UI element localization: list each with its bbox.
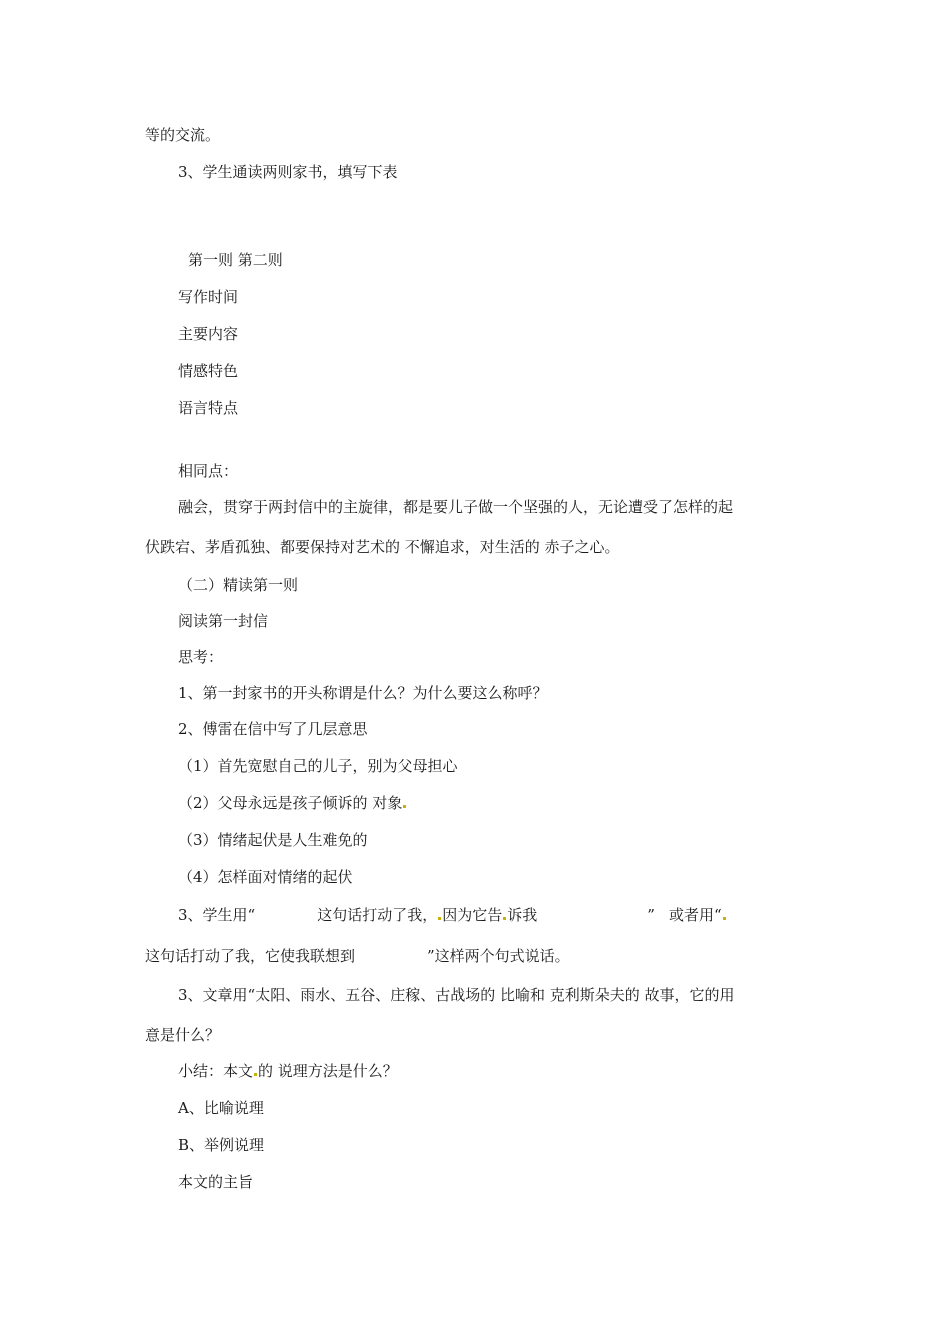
list-item: （3）情绪起伏是人生难免的 bbox=[178, 831, 368, 849]
text-line: 相同点： bbox=[178, 462, 239, 480]
edit-mark-icon bbox=[723, 917, 726, 920]
list-item bbox=[178, 793, 407, 813]
edit-mark-icon bbox=[254, 1073, 257, 1076]
text-line: 伏跌宕、茅盾孤独、都要保持对艺术的 不懈追求，对生活的 赤子之心。 bbox=[145, 538, 620, 556]
section-heading: （二）精读第一则 bbox=[178, 576, 299, 594]
list-item: （4）怎样面对情绪的起伏 bbox=[178, 868, 353, 886]
question-item: 2、傅雷在信中写了几层意思 bbox=[178, 720, 368, 738]
list-item-text: （2）父母永远是孩子倾诉的 对象 bbox=[178, 794, 403, 812]
text-line: 本文的主旨 bbox=[178, 1173, 254, 1191]
question-text: 这句话打动了我， bbox=[317, 906, 438, 924]
list-item: B、举例说理 bbox=[178, 1136, 265, 1154]
question-item: 3、文章用“太阳、雨水、五谷、庄稼、古战场的 比喻和 克利斯朵夫的 故事，它的用 bbox=[178, 986, 735, 1004]
question-text: ”这样两个句式说话。 bbox=[427, 947, 570, 965]
text-line: 阅读第一封信 bbox=[178, 612, 269, 630]
edit-mark-icon bbox=[438, 917, 441, 920]
question-text: ” bbox=[647, 906, 655, 924]
question-text: 诉我 bbox=[507, 906, 538, 924]
text-line bbox=[145, 946, 570, 966]
edit-mark-icon bbox=[503, 917, 506, 920]
text-line bbox=[178, 1061, 398, 1081]
question-item: 1、第一封家书的开头称谓是什么？为什么要这么称呼？ bbox=[178, 684, 548, 702]
edit-mark-icon bbox=[403, 805, 406, 808]
question-text: 因为它告 bbox=[442, 906, 503, 924]
summary-text: 的 说理方法是什么？ bbox=[258, 1062, 398, 1080]
text-line: 思考： bbox=[178, 648, 224, 666]
text-line: 融会，贯穿于两封信中的主旋律，都是要儿子做一个坚强的人，无论遭受了怎样的起 bbox=[178, 498, 734, 516]
question-text: 3、学生用“ bbox=[178, 906, 256, 924]
table-row-label: 情感特色 bbox=[178, 362, 239, 380]
table-header: 第一则 第二则 bbox=[188, 251, 283, 269]
list-item: A、比喻说理 bbox=[178, 1099, 264, 1117]
table-row-label: 写作时间 bbox=[178, 288, 239, 306]
list-item: （1）首先宽慰自己的儿子，别为父母担心 bbox=[178, 757, 458, 775]
text-line: 等的交流。 bbox=[145, 126, 221, 144]
table-row-label: 语言特点 bbox=[178, 399, 239, 417]
summary-text: 小结：本文 bbox=[178, 1062, 254, 1080]
text-line: 意是什么？ bbox=[145, 1026, 221, 1044]
question-text: 或者用“ bbox=[668, 906, 722, 924]
question-item bbox=[178, 905, 727, 925]
question-text: 这句话打动了我，它使我联想到 bbox=[145, 947, 356, 965]
text-line: 3、学生通读两则家书，填写下表 bbox=[178, 163, 398, 181]
table-row-label: 主要内容 bbox=[178, 325, 239, 343]
